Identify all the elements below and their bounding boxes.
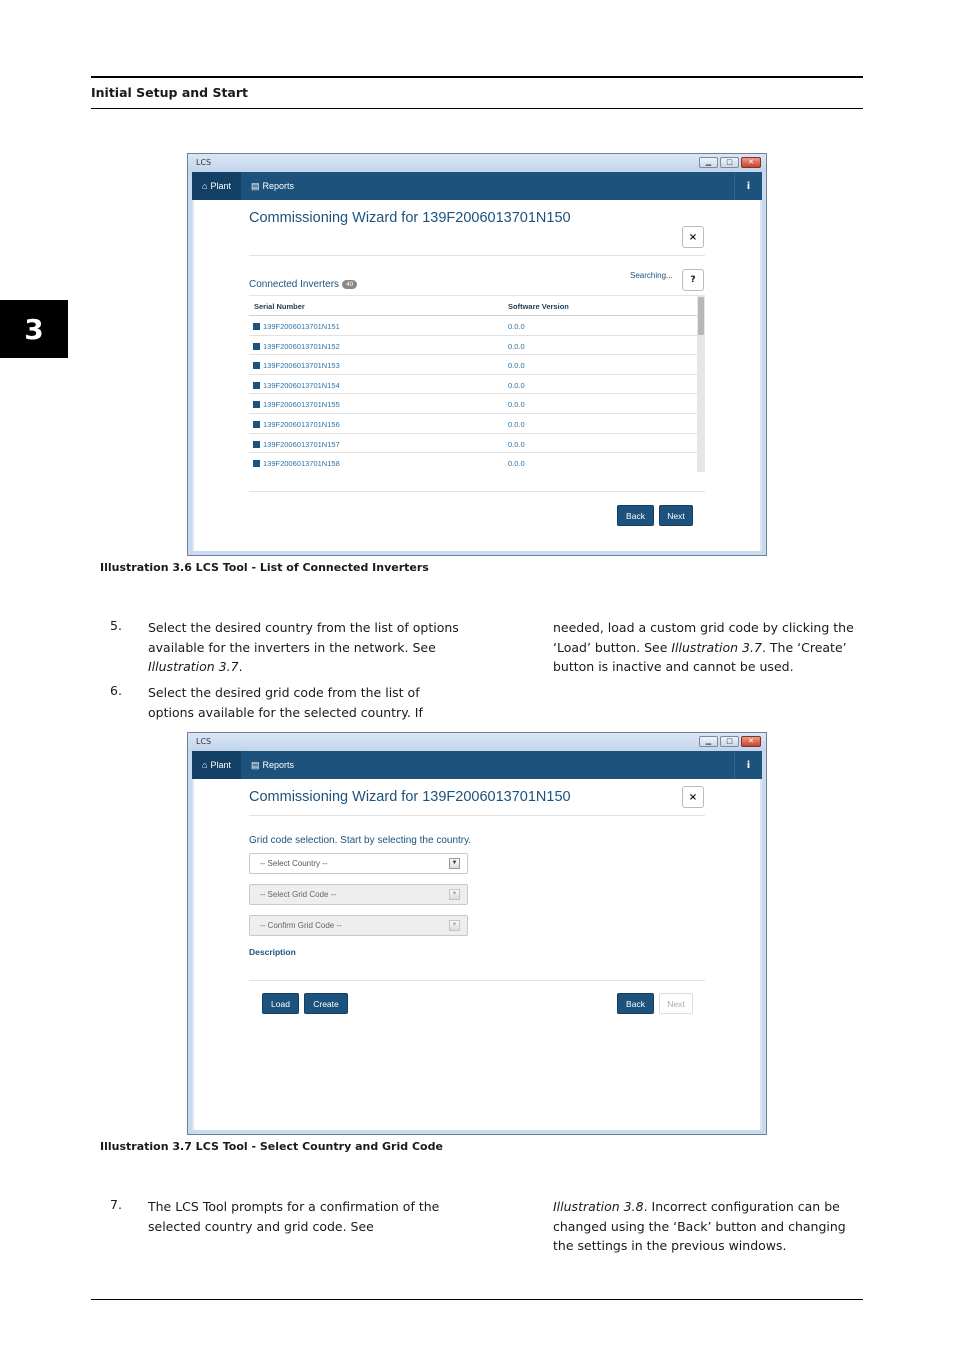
page-header-title: Initial Setup and Start (91, 85, 249, 100)
chevron-down-icon: ▼ (449, 889, 460, 900)
window-titlebar (188, 154, 766, 172)
table-row[interactable]: 139F2006013701N154 0.0.0 (249, 375, 705, 395)
minimize-icon[interactable]: ▁ (699, 157, 718, 168)
window-title: LCS (196, 158, 212, 167)
table-row[interactable]: 139F2006013701N152 0.0.0 (249, 336, 705, 356)
wizard-title: Commissioning Wizard for 139F2006013701N150 (249, 789, 571, 805)
header-bottom-rule (91, 108, 863, 109)
inverter-icon (253, 343, 260, 350)
step-5-text: Select the desired country from the list of options available for the inverters in the network. See Illustration 3.7. (148, 620, 459, 674)
info-icon[interactable]: i (734, 172, 762, 200)
select-grid-code[interactable]: -- Select Grid Code -- ▼ (249, 884, 468, 905)
nav-plant[interactable] (192, 751, 241, 779)
chevron-down-icon: ▼ (449, 858, 460, 869)
table-row[interactable]: 139F2006013701N158 0.0.0 (249, 453, 705, 473)
document-icon: ▤ (250, 759, 260, 770)
inverter-count-badge: 40 (342, 280, 357, 289)
step-6-continued: needed, load a custom grid code by clicking the ‘Load’ button. See Illustration 3.7. The ‘Create’ button is inactive and cannot be used. (553, 620, 854, 674)
wizard-title: Commissioning Wizard for 139F2006013701N150 (249, 210, 571, 226)
step-7-number: 7. (110, 1197, 122, 1212)
divider (249, 255, 705, 256)
table-row[interactable]: 139F2006013701N157 0.0.0 (249, 434, 705, 454)
description-label: Description (249, 947, 296, 957)
nav-reports[interactable] (241, 751, 304, 779)
table-row[interactable]: 139F2006013701N156 0.0.0 (249, 414, 705, 434)
lcs-window-grid-code (187, 732, 767, 1135)
confirm-grid-code[interactable]: -- Confirm Grid Code -- ▼ (249, 915, 468, 936)
grid-code-selection-label: Grid code selection. Start by selecting the country. (249, 835, 472, 846)
next-button[interactable]: Next (659, 993, 693, 1014)
select-country[interactable]: -- Select Country -- ▼ (249, 853, 468, 874)
wizard-close-button[interactable]: × (682, 226, 704, 248)
inverter-icon (253, 421, 260, 428)
nav-reports[interactable] (241, 172, 304, 200)
maximize-icon[interactable]: □ (720, 157, 739, 168)
window-close-icon[interactable]: ✕ (741, 736, 761, 747)
nav-reports-label: Reports (262, 181, 294, 191)
inverter-icon (253, 441, 260, 448)
table-row[interactable]: 139F2006013701N155 0.0.0 (249, 394, 705, 414)
window-titlebar (188, 733, 766, 751)
column-serial-number: Serial Number (254, 302, 305, 311)
next-button[interactable]: Next (659, 505, 693, 526)
wizard-close-button[interactable]: × (682, 786, 704, 808)
create-button[interactable]: Create (304, 993, 348, 1014)
nav-plant-label: Plant (210, 760, 231, 770)
home-icon: ⌂ (202, 181, 208, 191)
home-icon: ⌂ (202, 760, 208, 770)
header-top-rule (91, 76, 863, 78)
nav-reports-label: Reports (262, 760, 294, 770)
inverters-table (249, 295, 705, 471)
caption-illustration-3-6: Illustration 3.6 LCS Tool - List of Connected Inverters (100, 561, 429, 574)
table-header (249, 296, 705, 316)
window-title: LCS (196, 737, 212, 746)
inverter-icon (253, 382, 260, 389)
table-row[interactable]: 139F2006013701N153 0.0.0 (249, 355, 705, 375)
info-icon[interactable]: i (734, 751, 762, 779)
inverter-icon (253, 323, 260, 330)
navbar (192, 172, 762, 200)
navbar (192, 751, 762, 779)
minimize-icon[interactable]: ▁ (699, 736, 718, 747)
step-6-number: 6. (110, 683, 122, 698)
help-button[interactable]: ? (682, 269, 704, 291)
column-software-version: Software Version (508, 302, 569, 311)
divider (249, 980, 705, 981)
step-7-continued: Illustration 3.8. Incorrect configuration can be changed using the ‘Back’ button and changing the settings in the previous windows. (553, 1199, 846, 1253)
divider (249, 491, 705, 492)
inverter-icon (253, 401, 260, 408)
window-close-icon[interactable]: ✕ (741, 157, 761, 168)
chapter-tab: 3 (0, 300, 68, 358)
step-6-text: Select the desired grid code from the list of options available for the selected country. If (148, 685, 423, 720)
table-scrollbar[interactable] (697, 296, 705, 472)
searching-status: Searching... (630, 271, 673, 280)
footer-rule (91, 1299, 863, 1300)
maximize-icon[interactable]: □ (720, 736, 739, 747)
document-icon: ▤ (250, 180, 260, 191)
lcs-window-inverters (187, 153, 767, 556)
back-button[interactable]: Back (617, 505, 654, 526)
step-5-number: 5. (110, 618, 122, 633)
inverter-icon (253, 460, 260, 467)
chevron-down-icon: ▼ (449, 920, 460, 931)
nav-plant[interactable] (192, 172, 241, 200)
load-button[interactable]: Load (262, 993, 299, 1014)
divider (249, 815, 705, 816)
inverter-icon (253, 362, 260, 369)
back-button[interactable]: Back (617, 993, 654, 1014)
table-row[interactable]: 139F2006013701N151 0.0.0 (249, 316, 705, 336)
connected-inverters-label: Connected Inverters 40 (249, 279, 357, 290)
nav-plant-label: Plant (210, 181, 231, 191)
caption-illustration-3-7: Illustration 3.7 LCS Tool - Select Country and Grid Code (100, 1140, 443, 1153)
step-7-text: The LCS Tool prompts for a confirmation of the selected country and grid code. See (148, 1199, 440, 1234)
